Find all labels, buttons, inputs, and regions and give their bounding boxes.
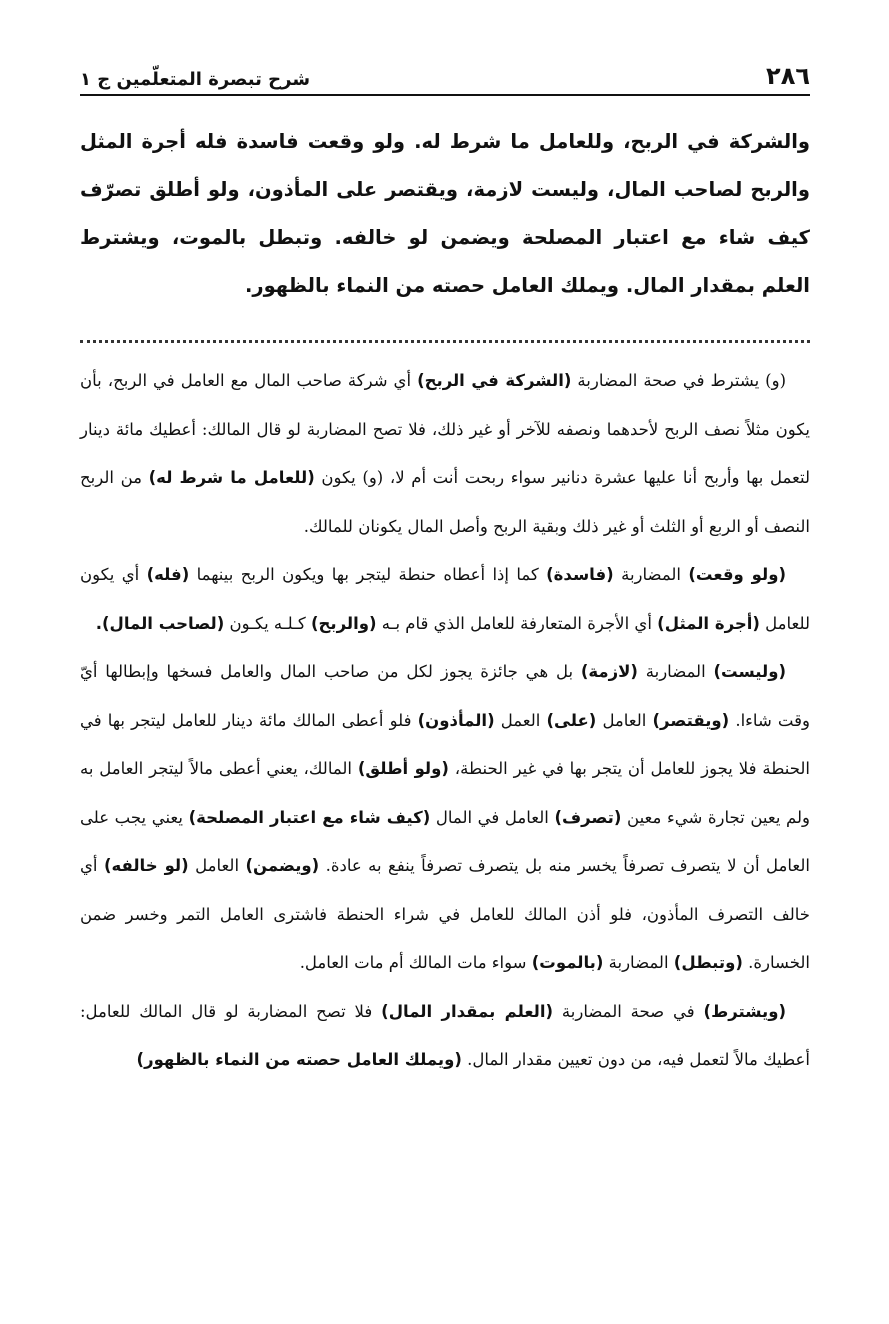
commentary-term: (العلم بمقدار المال) [381, 1001, 554, 1021]
commentary-text: سواء مات المالك أم مات العامل. [299, 953, 532, 972]
commentary-text: أي خالف التصرف المأذون، فلو أذن المالك للعامل في شراء الحنطة فاشترى العامل التمر وخسر ضمن الخسارة. [80, 856, 810, 972]
commentary-term: (ويضمن) [245, 856, 320, 875]
commentary-term: (تصرف) [554, 807, 622, 827]
commentary-term: (ولو أطلق) [357, 759, 449, 778]
commentary-text: يعني يجب على العامل أن لا يتصرف تصرفاً يخسر منه بل يتصرف تصرفاً ينفع به عادة. [80, 807, 810, 875]
commentary-paragraph [80, 988, 810, 1085]
commentary-term: (بالموت) [531, 953, 604, 972]
commentary-text: المالك، يعني أعطى مالاً ليتجر العامل به ولم يعين تجارة شيء معين [80, 759, 811, 827]
commentary-text: من الربح النصف أو الربع أو الثلث أو غير ذلك وبقية الربح وأصل المال يكونان للمالك. [80, 468, 810, 536]
commentary-text: العامل [188, 856, 246, 875]
commentary-paragraph [80, 648, 810, 988]
dotted-divider [80, 326, 810, 343]
commentary-text: المضاربة [603, 953, 674, 972]
page-number: ٢٨٦ [766, 62, 810, 90]
commentary [80, 357, 810, 1085]
commentary-term: (فاسدة) [546, 565, 614, 584]
commentary-paragraph [80, 551, 810, 648]
commentary-term: (وليست) [713, 662, 786, 681]
commentary-term: (والربح) [311, 613, 377, 633]
commentary-term: (أجرة المثل) [657, 613, 760, 633]
commentary-text: أي شركة صاحب المال مع العامل في الربح، بأن يكون مثلاً نصف الربح لأحدهما ونصفه للآخر أو غير ذلك، فلا تصح المضاربة لو قال المالك: أعطيك مائة دينار لتعمل بها وأربح أنا عليها عشرة دنانير سواء ربحت أنت أم لا، (و) يكون [80, 371, 810, 487]
commentary-term: (ويملك العامل حصته من النماء بالظهور) [136, 1050, 462, 1069]
page-header [80, 52, 810, 96]
commentary-term: (لصاحب المال). [95, 613, 225, 633]
commentary-term: (المأذون) [417, 710, 495, 730]
running-title: شرح تبصرة المتعلّمين ج ١ [80, 69, 311, 90]
commentary-term: (الشركة في الربح) [417, 371, 572, 390]
commentary-text: كما إذا أعطاه حنطة ليتجر بها ويكون الربح بينهما [189, 565, 547, 584]
commentary-text: كـلـه يكـون [224, 613, 311, 633]
commentary-text: فلا تصح المضاربة لو قال المالك للعامل: أعطيك مالاً لتعمل فيه، من دون تعيين مقدار المال. [80, 1001, 810, 1069]
commentary-text: المضاربة [637, 662, 714, 681]
commentary-text: أي يكون للعامل [80, 565, 810, 633]
commentary-text: بل هي جائزة يجوز لكل من صاحب المال والعامل فسخها وإبطالها أيّ وقت شاءا. [80, 662, 810, 730]
commentary-term: (لو خالفه) [103, 856, 189, 875]
commentary-term: (كيف شاء مع اعتبار المصلحة) [188, 807, 431, 827]
commentary-term: (لازمة) [580, 662, 638, 681]
book-page [80, 52, 810, 1085]
commentary-text: المضاربة [613, 565, 689, 584]
commentary-text: العامل في المال [430, 807, 555, 827]
commentary-paragraph [80, 357, 810, 551]
commentary-term: (للعامل ما شرط له) [148, 468, 315, 487]
commentary-text: العمل [494, 710, 547, 730]
commentary-term: (وتبطل) [673, 953, 743, 972]
commentary-text: (و) يشترط في صحة المضاربة [571, 371, 787, 390]
commentary-term: (ويشترط) [703, 1001, 787, 1021]
commentary-term: (على) [546, 710, 597, 730]
commentary-term: (ويقتصر) [652, 710, 730, 730]
commentary-text: العامل [596, 710, 653, 730]
commentary-term: (ولو وقعت) [688, 565, 786, 584]
commentary-text: أي الأجرة المتعارفة للعامل الذي قام بـه [376, 613, 658, 633]
commentary-term: (فله) [146, 565, 190, 584]
commentary-text: في صحة المضاربة [553, 1001, 704, 1021]
commentary-text: فلو أعطى المالك مائة دينار للعامل ليتجر بها في الحنطة فلا يجوز للعامل أن يتجر بها في غير الحنطة، [80, 710, 810, 778]
matn-text: والشركة في الربح، وللعامل ما شرط له. ولو وقعت فاسدة فله أجرة المثل والربح لصاحب المال، وليست لازمة، ويقتصر على المأذون، ولو أطلق تصرّف كيف شاء مع اعتبار المصلحة ويضمن لو خالفه. وتبطل بالموت، ويشترط العلم بمقدار المال. ويملك العامل حصته من النماء بالظهور. [80, 130, 810, 297]
